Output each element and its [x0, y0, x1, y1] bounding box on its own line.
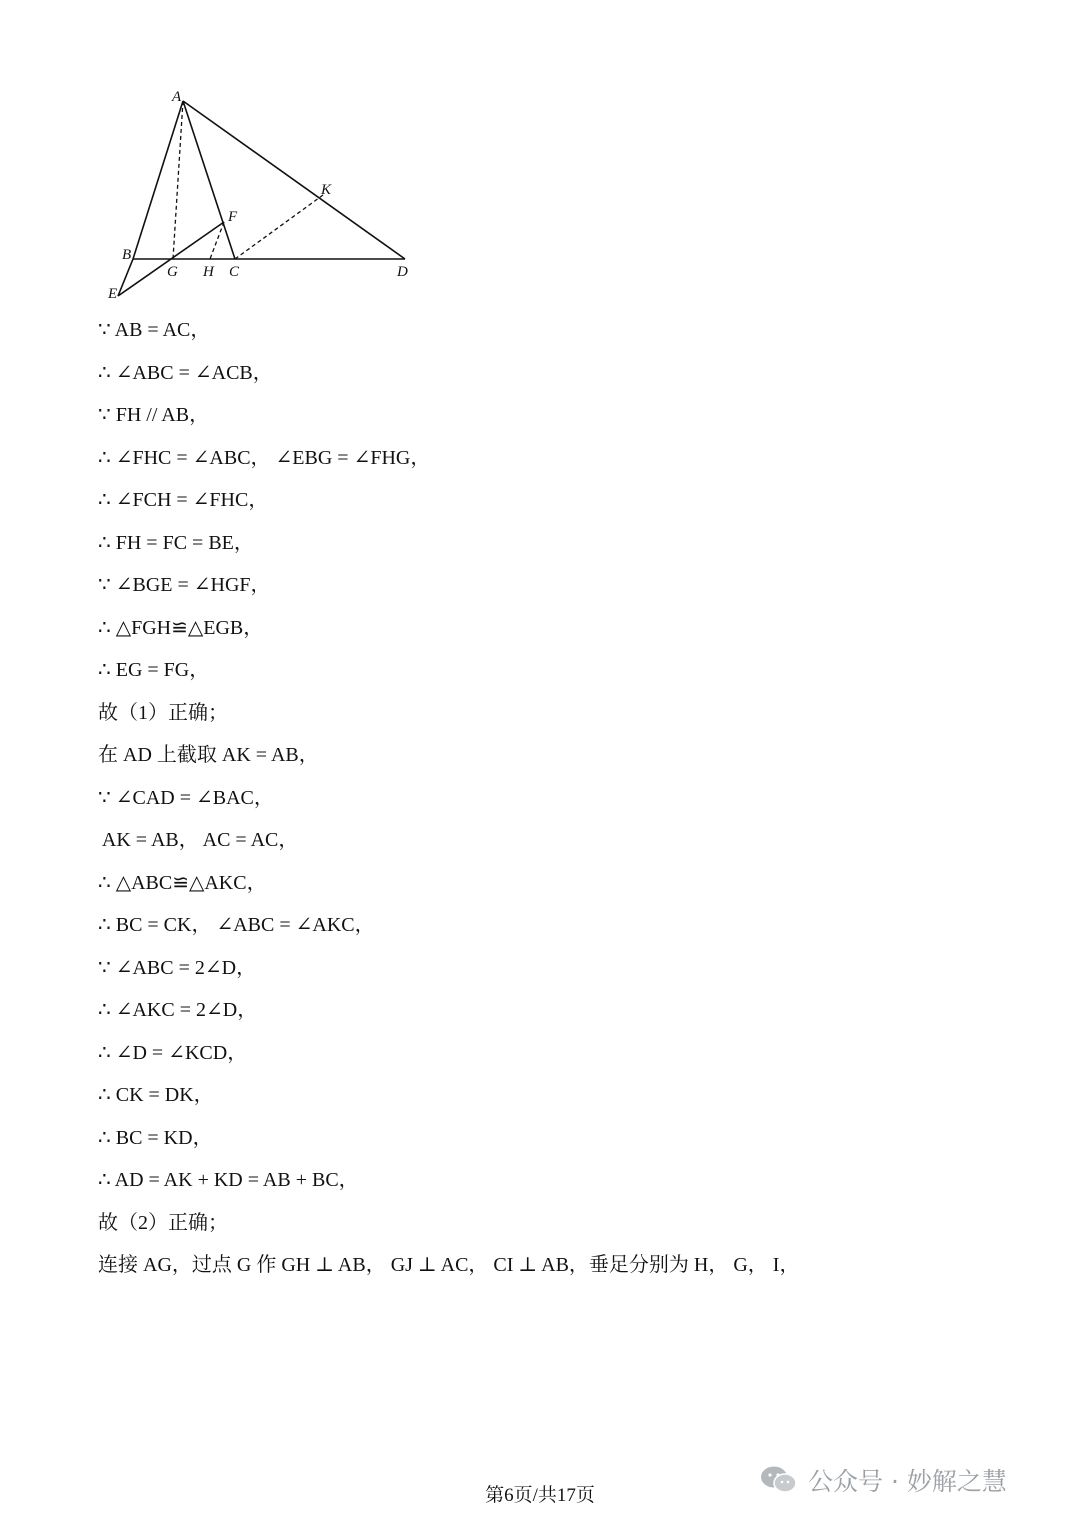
segment-AC — [183, 101, 235, 259]
proof-line: ∴ △ABC≌△AKC， — [98, 871, 267, 894]
proof-line: ∵ ∠CAD = ∠BAC， — [98, 786, 274, 809]
proof-line: ∴ EG = FG， — [98, 659, 210, 681]
page-number: 第6页/共17页 — [485, 1485, 595, 1506]
proof-line: ∵ FH // AB， — [98, 404, 210, 426]
proof-line: ∴ ∠D = ∠KCD， — [98, 1041, 248, 1064]
conclusion-line: 故（1）正确； — [98, 701, 228, 724]
proof-line: ∴ BC = CK， ∠ABC = ∠AKC， — [98, 914, 375, 936]
wechat-icon — [760, 1465, 798, 1495]
proof-line: ∵ ∠ABC = 2∠D， — [98, 956, 257, 979]
label-G: G — [167, 264, 178, 280]
proof-line: AK = AB， AC = AC， — [98, 829, 299, 851]
proof-line: ∴ ∠AKC = 2∠D， — [98, 999, 258, 1021]
proof-line: ∴ ∠FCH = ∠FHC， — [98, 489, 269, 511]
proof-line: ∴ CK = DK， — [98, 1084, 214, 1106]
proof-line: ∵ ∠BGE = ∠HGF， — [98, 574, 271, 596]
label-D: D — [397, 264, 408, 280]
label-K: K — [321, 182, 332, 198]
proof-line: 连接 AG，过点 G 作 GH ⊥ AB， GJ ⊥ AC， CI ⊥ AB，垂足分别为 H， G， I， — [98, 1254, 800, 1276]
proof-line: ∵ AB = AC， — [98, 319, 211, 341]
watermark-text: 公众号 · 妙解之慧 — [808, 1467, 1007, 1496]
proof-line: ∴ ∠FHC = ∠ABC， ∠EBG = ∠FHG， — [98, 446, 431, 469]
label-A: A — [172, 89, 182, 105]
proof-line: ∴ △FGH≌△EGB， — [98, 616, 264, 639]
conclusion-line: 故（2）正确； — [98, 1211, 228, 1234]
triangle-diagram — [100, 84, 430, 304]
segment-AB — [133, 101, 183, 259]
label-B: B — [122, 247, 132, 263]
proof-line: 在 AD 上截取 AK = AB， — [98, 744, 319, 766]
watermark — [760, 1462, 1007, 1498]
proof-line: ∴ BC = KD， — [98, 1126, 213, 1149]
proof-line: ∴ FH = FC = BE， — [98, 531, 254, 554]
proof-line: ∴ AD = AK + KD = AB + BC， — [98, 1169, 359, 1191]
dashed-CK — [235, 195, 323, 259]
proof-text — [98, 314, 998, 1292]
segment-AD — [183, 101, 405, 259]
geometry-figure — [100, 84, 430, 304]
label-F: F — [228, 209, 238, 225]
label-H: H — [203, 264, 214, 280]
proof-line: ∴ ∠ABC = ∠ACB， — [98, 361, 273, 384]
label-E: E — [108, 286, 118, 302]
dashed-AG — [173, 101, 183, 259]
label-C: C — [229, 264, 240, 280]
